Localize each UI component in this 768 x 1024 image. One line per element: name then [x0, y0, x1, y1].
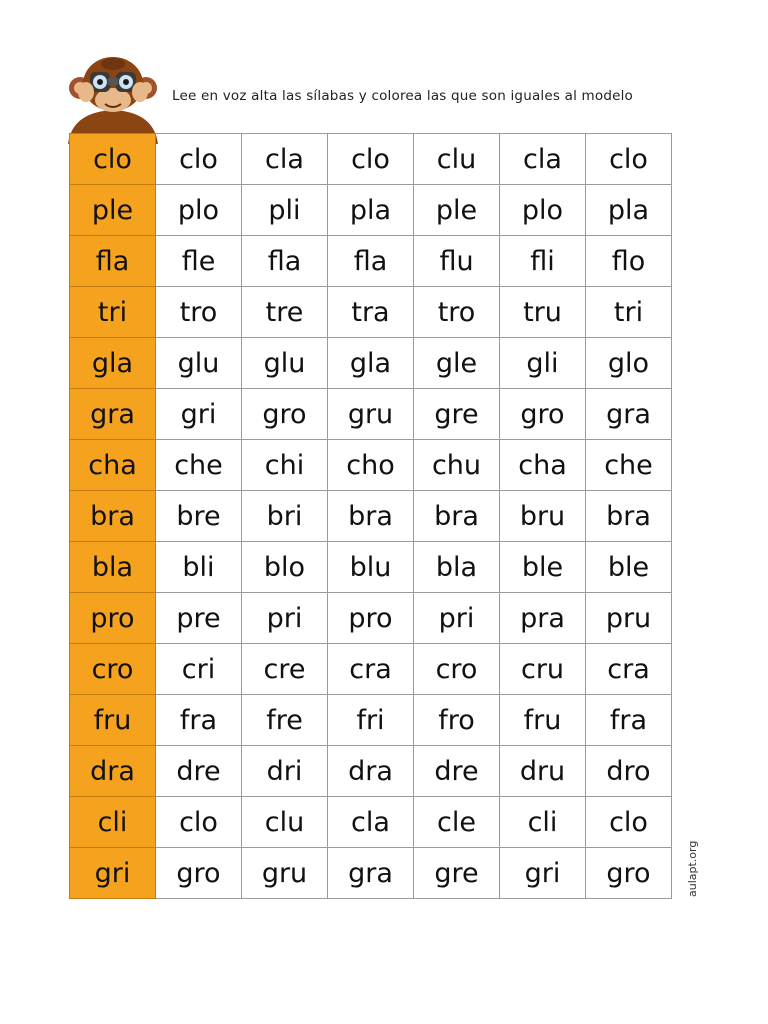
syllable-cell[interactable]: gro — [500, 389, 586, 440]
syllable-cell[interactable]: pri — [414, 593, 500, 644]
syllable-cell[interactable]: fre — [242, 695, 328, 746]
syllable-cell[interactable]: bre — [156, 491, 242, 542]
syllable-cell[interactable]: cli — [500, 797, 586, 848]
table-row — [70, 542, 672, 593]
monkey-with-binoculars-icon — [58, 52, 168, 144]
syllable-cell[interactable]: cri — [156, 644, 242, 695]
syllable-cell[interactable]: cru — [500, 644, 586, 695]
syllable-cell[interactable]: gla — [328, 338, 414, 389]
syllable-cell[interactable]: chu — [414, 440, 500, 491]
syllable-cell[interactable]: blo — [242, 542, 328, 593]
table-row — [70, 338, 672, 389]
syllable-cell[interactable]: gri — [156, 389, 242, 440]
syllable-cell[interactable]: gro — [156, 848, 242, 899]
syllable-cell[interactable]: cla — [242, 134, 328, 185]
syllable-cell[interactable]: tro — [414, 287, 500, 338]
model-syllable-cell: gra — [70, 389, 156, 440]
syllable-cell[interactable]: bri — [242, 491, 328, 542]
syllable-grid — [69, 133, 672, 899]
syllable-cell[interactable]: clo — [156, 134, 242, 185]
syllable-cell[interactable]: plo — [156, 185, 242, 236]
syllable-cell[interactable]: glu — [242, 338, 328, 389]
model-syllable-cell: cro — [70, 644, 156, 695]
syllable-cell[interactable]: fro — [414, 695, 500, 746]
syllable-cell[interactable]: gli — [500, 338, 586, 389]
syllable-cell[interactable]: ble — [500, 542, 586, 593]
model-syllable-cell: gri — [70, 848, 156, 899]
table-row — [70, 185, 672, 236]
syllable-cell[interactable]: cle — [414, 797, 500, 848]
syllable-cell[interactable]: pla — [586, 185, 672, 236]
model-syllable-cell: fla — [70, 236, 156, 287]
table-row — [70, 848, 672, 899]
syllable-cell[interactable]: cro — [414, 644, 500, 695]
syllable-cell[interactable]: bli — [156, 542, 242, 593]
syllable-cell[interactable]: pra — [500, 593, 586, 644]
syllable-cell[interactable]: cla — [328, 797, 414, 848]
table-row — [70, 491, 672, 542]
syllable-cell[interactable]: che — [156, 440, 242, 491]
syllable-cell[interactable]: tre — [242, 287, 328, 338]
syllable-cell[interactable]: clu — [414, 134, 500, 185]
syllable-cell[interactable]: cra — [586, 644, 672, 695]
credit-text: aulapt.org — [686, 840, 699, 897]
table-row — [70, 389, 672, 440]
syllable-cell[interactable]: glo — [586, 338, 672, 389]
syllable-cell[interactable]: tru — [500, 287, 586, 338]
table-row — [70, 236, 672, 287]
syllable-cell[interactable]: ple — [414, 185, 500, 236]
model-syllable-cell: tri — [70, 287, 156, 338]
syllable-cell[interactable]: chi — [242, 440, 328, 491]
syllable-cell[interactable]: fle — [156, 236, 242, 287]
table-row — [70, 134, 672, 185]
syllable-cell[interactable]: gro — [586, 848, 672, 899]
syllable-cell[interactable]: cha — [500, 440, 586, 491]
syllable-cell[interactable]: clo — [586, 797, 672, 848]
syllable-cell[interactable]: cho — [328, 440, 414, 491]
syllable-cell[interactable]: clo — [328, 134, 414, 185]
syllable-cell[interactable]: dri — [242, 746, 328, 797]
syllable-cell[interactable]: bru — [500, 491, 586, 542]
table-row — [70, 695, 672, 746]
table-row — [70, 593, 672, 644]
syllable-cell[interactable]: gra — [586, 389, 672, 440]
syllable-cell[interactable]: gro — [242, 389, 328, 440]
syllable-cell[interactable]: bla — [414, 542, 500, 593]
syllable-cell[interactable]: gre — [414, 389, 500, 440]
syllable-cell[interactable]: gri — [500, 848, 586, 899]
model-syllable-cell: cli — [70, 797, 156, 848]
syllable-cell[interactable]: clo — [156, 797, 242, 848]
syllable-cell[interactable]: bra — [328, 491, 414, 542]
syllable-cell[interactable]: tri — [586, 287, 672, 338]
syllable-cell[interactable]: flu — [414, 236, 500, 287]
syllable-cell[interactable]: fla — [242, 236, 328, 287]
syllable-cell[interactable]: tro — [156, 287, 242, 338]
model-syllable-cell: ple — [70, 185, 156, 236]
syllable-cell[interactable]: cra — [328, 644, 414, 695]
syllable-cell[interactable]: pro — [328, 593, 414, 644]
table-row — [70, 797, 672, 848]
syllable-cell[interactable]: flo — [586, 236, 672, 287]
instruction-text: Lee en voz alta las sílabas y colorea las que son iguales al modelo — [172, 88, 634, 104]
syllable-cell[interactable]: plo — [500, 185, 586, 236]
table-row — [70, 644, 672, 695]
syllable-cell[interactable]: fra — [586, 695, 672, 746]
syllable-cell[interactable]: bra — [586, 491, 672, 542]
model-syllable-cell: fru — [70, 695, 156, 746]
syllable-cell[interactable]: fra — [156, 695, 242, 746]
model-syllable-cell: gla — [70, 338, 156, 389]
syllable-cell[interactable]: tra — [328, 287, 414, 338]
model-syllable-cell: cha — [70, 440, 156, 491]
syllable-cell[interactable]: clu — [242, 797, 328, 848]
table-row — [70, 746, 672, 797]
syllable-cell[interactable]: gru — [328, 389, 414, 440]
table-row — [70, 287, 672, 338]
syllable-cell[interactable]: gle — [414, 338, 500, 389]
syllable-cell[interactable]: fli — [500, 236, 586, 287]
syllable-cell[interactable]: dra — [328, 746, 414, 797]
syllable-cell[interactable]: fri — [328, 695, 414, 746]
syllable-cell[interactable]: dru — [500, 746, 586, 797]
model-syllable-cell: bla — [70, 542, 156, 593]
model-syllable-cell: clo — [70, 134, 156, 185]
table-row — [70, 440, 672, 491]
syllable-cell[interactable]: fla — [328, 236, 414, 287]
syllable-cell[interactable]: pri — [242, 593, 328, 644]
syllable-cell[interactable]: blu — [328, 542, 414, 593]
model-syllable-cell: dra — [70, 746, 156, 797]
syllable-cell[interactable]: gra — [328, 848, 414, 899]
syllable-cell[interactable]: pli — [242, 185, 328, 236]
syllable-cell[interactable]: glu — [156, 338, 242, 389]
syllable-cell[interactable]: dre — [414, 746, 500, 797]
syllable-cell[interactable]: ble — [586, 542, 672, 593]
model-syllable-cell: pro — [70, 593, 156, 644]
syllable-cell[interactable]: che — [586, 440, 672, 491]
syllable-cell[interactable]: pru — [586, 593, 672, 644]
syllable-cell[interactable]: fru — [500, 695, 586, 746]
syllable-cell[interactable]: dro — [586, 746, 672, 797]
syllable-cell[interactable]: cla — [500, 134, 586, 185]
syllable-cell[interactable]: cre — [242, 644, 328, 695]
syllable-cell[interactable]: clo — [586, 134, 672, 185]
model-syllable-cell: bra — [70, 491, 156, 542]
syllable-cell[interactable]: pla — [328, 185, 414, 236]
syllable-table — [69, 133, 672, 899]
syllable-cell[interactable]: pre — [156, 593, 242, 644]
syllable-cell[interactable]: dre — [156, 746, 242, 797]
syllable-cell[interactable]: gre — [414, 848, 500, 899]
syllable-cell[interactable]: gru — [242, 848, 328, 899]
syllable-cell[interactable]: bra — [414, 491, 500, 542]
